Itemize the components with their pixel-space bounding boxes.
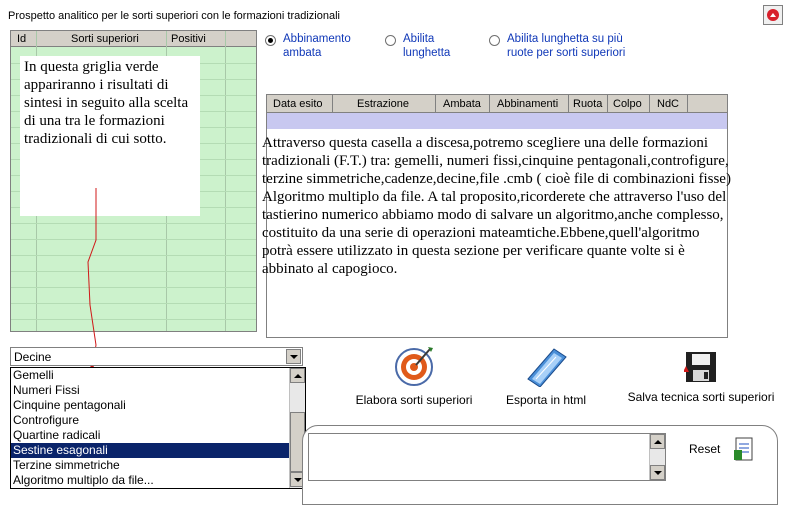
select-value: Decine bbox=[14, 350, 52, 364]
elabora-label: Elabora sorti superiori bbox=[355, 393, 473, 407]
dropdown-option-selected[interactable]: Sestine esagonali bbox=[11, 443, 289, 458]
dropdown-option[interactable]: Cinquine pentagonali bbox=[13, 398, 126, 412]
column-header-data-esito[interactable]: Data esito bbox=[273, 98, 323, 110]
target-icon bbox=[394, 345, 434, 387]
column-header-ambata[interactable]: Ambata bbox=[443, 98, 481, 110]
column-header-abbinamenti[interactable]: Abbinamenti bbox=[497, 98, 559, 110]
esporta-html-button[interactable] bbox=[500, 345, 592, 407]
salva-tecnica-button[interactable] bbox=[622, 350, 780, 404]
salva-label: Salva tecnica sorti superiori bbox=[627, 390, 775, 404]
book-export-icon bbox=[524, 345, 568, 387]
column-header-ruota[interactable]: Ruota bbox=[573, 98, 603, 110]
elabora-button[interactable] bbox=[350, 345, 478, 407]
dropdown-option[interactable]: Gemelli bbox=[13, 368, 54, 382]
column-header-id[interactable]: Id bbox=[17, 33, 27, 45]
radio-label: Abilita lunghetta bbox=[403, 33, 451, 59]
dropdown-option[interactable]: Controfigure bbox=[13, 413, 80, 427]
column-header-estrazione[interactable]: Estrazione bbox=[357, 98, 409, 110]
window-title: Prospetto analitico per le sorti superiori con le formazioni tradizionali bbox=[8, 10, 340, 22]
chevron-down-icon[interactable] bbox=[286, 349, 301, 364]
column-header-sorti-superiori[interactable]: Sorti superiori bbox=[71, 33, 139, 45]
radio-label: Abbinamento ambata bbox=[283, 33, 351, 59]
save-disk-icon bbox=[684, 350, 718, 384]
radio-label: Abilita lunghetta su più ruote per sorti superiori bbox=[507, 33, 626, 59]
dropdown-option[interactable]: Numeri Fissi bbox=[13, 383, 80, 397]
reset-document-icon[interactable] bbox=[733, 436, 755, 462]
scroll-up-icon[interactable] bbox=[650, 434, 665, 449]
dropdown-option[interactable]: Terzine simmetriche bbox=[13, 458, 120, 472]
dropdown-option[interactable]: Quartine radicali bbox=[13, 428, 101, 442]
help-description: Attraverso questa casella a discesa,potremo scegliere una delle formazioni tradizionali (F.T.) tra: gemelli, numeri fissi,cinquine pentagonali,controfigure, terzine simmetriche,cadenze,decine,file .cmb ( cioè file di combinazioni fisse) Algoritmo multiplo da file. A tal proposito,ricorderete che attraverso l'uso del tastierino numerico abbiamo modo di salvare un algoritmo,anche complesso, costituito da una serie di operazioni mateamtiche.Ebbene,quell'algoritmo potrà essere utilizzato in questa sezione per verificare quante volte si è abbinato al capogioco. bbox=[262, 135, 731, 277]
scroll-down-icon[interactable] bbox=[650, 465, 665, 480]
grid-annotation: In questa griglia verde appariranno i risultati di sintesi in seguito alla scelta di una tra le formazioni tradizionali di cui sotto. bbox=[20, 56, 200, 216]
memo-scrollbar[interactable] bbox=[649, 434, 665, 480]
column-header-colpo[interactable]: Colpo bbox=[613, 98, 642, 110]
column-header-ndc[interactable]: NdC bbox=[657, 98, 680, 110]
reset-label: Reset bbox=[689, 442, 721, 456]
dropdown-option[interactable]: Algoritmo multiplo da file... bbox=[13, 473, 154, 487]
scroll-up-icon[interactable] bbox=[290, 368, 305, 383]
esporta-label: Esporta in html bbox=[505, 393, 587, 407]
formazione-dropdown-list[interactable] bbox=[10, 367, 306, 489]
output-memo[interactable] bbox=[308, 433, 666, 481]
formazione-select[interactable] bbox=[10, 347, 303, 366]
column-header-positivi[interactable]: Positivi bbox=[171, 33, 206, 45]
